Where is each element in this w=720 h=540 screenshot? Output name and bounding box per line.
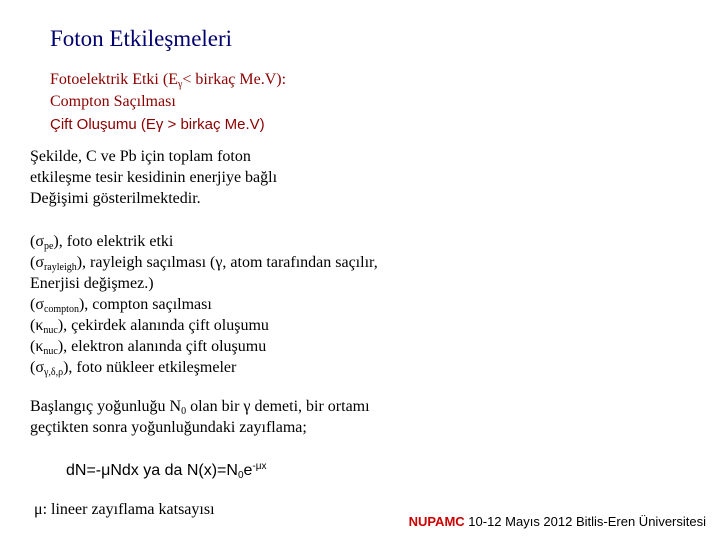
list-item: $(\sigma_{compton})$, compton saçılması — [30, 296, 212, 315]
process-compton: Compton Saçılması — [50, 93, 176, 110]
list-item: $(\sigma_{\gamma,\delta,\rho})$, foto nükleer etkileşmeler — [30, 359, 237, 378]
list-item: $(\sigma_{pe})$, foto elektrik etki — [30, 233, 174, 252]
description-line: Şekilde, C ve Pb için toplam foton — [30, 148, 251, 165]
page-title: Foton Etkileşmeleri — [50, 26, 233, 51]
footer — [409, 514, 706, 529]
list-item: $(\sigma_{rayleigh})$, rayleigh saçılması (γ, atom tarafından saçılır, — [30, 254, 378, 273]
process-photoelectric: Fotoelektrik Etki ($E_\gamma<$ birkaç Me.V): — [50, 71, 287, 90]
cross-section-list — [30, 231, 378, 378]
list-item: Enerjisi değişmez.) — [30, 275, 154, 292]
footer-brand: NUPAMC — [408, 514, 465, 529]
description-line: etkileşme tesir kesidinin enerjiye bağlı — [30, 169, 278, 186]
footer-text: 10-12 Mayıs 2012 Bitlis-Eren Üniversitesi — [464, 514, 706, 529]
attenuation-text — [30, 396, 370, 438]
mu-definition: μ: lineer zayıflama katsayısı — [34, 501, 215, 518]
process-pair-production: Çift Oluşumu (Eγ > birkaç Me.V) — [50, 116, 265, 133]
attenuation-equation: dN=-μNdx ya da $N(x)=N_0e^{-\mu x}$ — [66, 461, 267, 481]
attenuation-line: geçtikten sonra yoğunluğundaki zayıflama; — [30, 419, 307, 436]
list-item: $(\kappa_{nuc})$, çekirdek alanında çift oluşumu — [30, 317, 269, 336]
list-item: $(\kappa_{nuc})$, elektron alanında çift oluşumu — [30, 338, 267, 357]
description — [30, 146, 277, 209]
attenuation-line: Başlangıç yoğunluğu $N_0$ olan bir γ demeti, bir ortamı — [30, 398, 370, 417]
description-line: Değişimi gösterilmektedir. — [30, 190, 201, 207]
